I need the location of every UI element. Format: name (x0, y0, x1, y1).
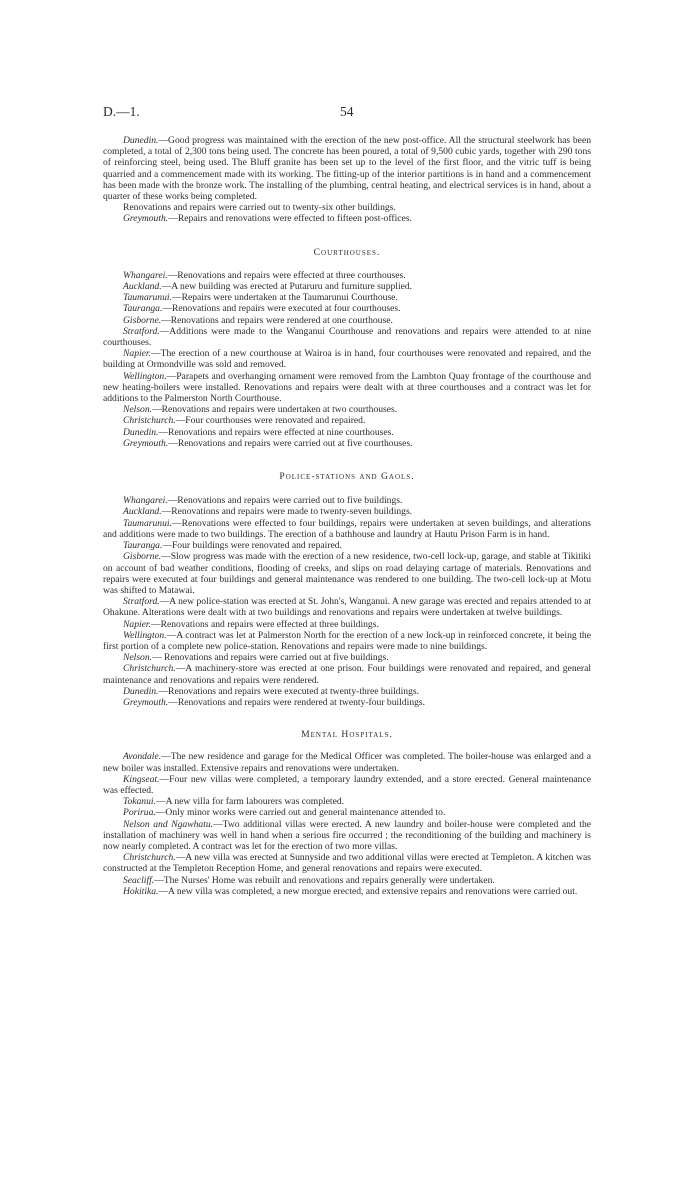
paragraph-item (103, 495, 591, 506)
place-name: Gisborne. (123, 314, 162, 326)
place-name: Christchurch. (123, 663, 176, 675)
place-name: Tokanui. (123, 796, 156, 808)
place-name: Greymouth. (123, 437, 169, 449)
paragraph-text: —Renovations and repairs were effected at nine courthouses. (158, 426, 394, 438)
place-name: Napier. (123, 618, 151, 630)
paragraph-item (103, 886, 591, 897)
paragraph-item (103, 404, 591, 415)
paragraph-text: —Renovations and repairs were undertaken at two courthouses. (152, 404, 398, 416)
place-name: Dunedin. (123, 685, 159, 697)
document-reference: D.—1. (103, 104, 140, 119)
paragraph-item (103, 807, 591, 818)
paragraph-item (103, 663, 591, 685)
paragraph-item (103, 686, 591, 697)
place-name: Seacliff. (123, 874, 155, 886)
place-name: Whangarei. (123, 269, 168, 281)
place-name: Auckland. (123, 281, 162, 293)
paragraph-text: —The Nurses' Home was rebuilt and renovations and repairs generally were undertaken. (154, 874, 495, 886)
paragraph-text: —Renovations and repairs were rendered at twenty-four buildings. (168, 696, 426, 708)
paragraph-text: —Renovations and repairs were carried out at five courthouses. (168, 437, 413, 449)
place-name: Porirua. (123, 807, 156, 819)
paragraph-text: —A new villa was erected at Sunnyside and two additional villas were erected at Templeton. A kitchen was constructed at the Templeton Reception Home, and general renovations and repairs were executed. (103, 852, 591, 875)
section-heading-courthouses: Courthouses. (313, 246, 381, 258)
paragraph-text: —Four courthouses were renovated and repaired. (175, 415, 366, 427)
paragraph-item (103, 270, 591, 281)
police-section (103, 471, 591, 708)
place-name: Taumarunui. (123, 292, 172, 304)
paragraph-item (103, 751, 591, 773)
paragraph-item (103, 540, 591, 551)
paragraph-text: —Parapets and overhanging ornament were removed from the Lambton Quay frontage of the courthouse and new heating-boilers were installed. Renovations and repairs were dealt with at three courthouses and a contract was let for additions to the Palmerston North Courthouse. (103, 370, 591, 405)
place-name: Wellington. (123, 629, 167, 641)
paragraph-item (103, 819, 591, 853)
paragraph-item (103, 697, 591, 708)
paragraph-text: —A new villa for farm labourers was completed. (155, 796, 345, 808)
paragraph-text: —A new villa was completed, a new morgue erected, and extensive repairs and renovations were carried out. (158, 885, 578, 897)
paragraph-text: —Renovations and repairs were effected at three buildings. (150, 618, 379, 630)
paragraph-text: —Only minor works were carried out and general maintenance attended to. (155, 807, 446, 819)
place-name: Nelson. (123, 652, 153, 664)
place-name: Nelson and Ngawhatu. (123, 818, 214, 830)
paragraph-renovations: Renovations and repairs were carried out to twenty-six other buildings. (123, 202, 396, 214)
place-name: Christchurch. (123, 852, 176, 864)
paragraph-item (103, 796, 591, 807)
paragraph-item (103, 438, 591, 449)
paragraph-text: —Four buildings were renovated and repaired. (162, 540, 342, 552)
paragraph-greymouth-post-office: Greymouth.—Repairs and renovations were effected to fifteen post-offices. (123, 213, 412, 225)
paragraph-item (103, 292, 591, 303)
paragraph-item (103, 427, 591, 438)
paragraph-text: —Renovations and repairs were rendered at one courthouse. (161, 314, 393, 326)
place-name: Dunedin. (123, 426, 159, 438)
place-name: Whangarei. (123, 495, 168, 507)
police-list (103, 495, 591, 708)
paragraph-item (103, 852, 591, 874)
paragraph-item (103, 326, 591, 348)
paragraph-text: —Repairs were undertaken at the Taumarunui Courthouse. (171, 292, 398, 304)
paragraph-text: —Renovations were effected to four buildings, repairs were undertaken at seven buildings, and alterations and additions were made to two buildings. The erection of a bathhouse and laundry at Hautu Prison Farm is in hand. (103, 517, 591, 540)
paragraph-text: —A new police-station was erected at St. John's, Wanganui. A new garage was erected and repairs attended to at Ohakune. Alterations were dealt with at two buildings and renovations and repairs were undertaken at twelve buildings. (103, 596, 591, 619)
paragraph-text: — Renovations and repairs were carried out at five buildings. (152, 652, 389, 664)
place-name: Gisborne. (123, 551, 162, 563)
courthouses-list (103, 270, 591, 449)
paragraph-text: —Renovations and repairs were carried out to five buildings. (167, 495, 403, 507)
paragraph-text: —A machinery-store was erected at one prison. Four buildings were renovated and repaired, and general maintenance and renovations and repairs were rendered. (103, 663, 591, 686)
paragraph-dunedin-post-office: Dunedin.—Good progress was maintained with the erection of the new post-office. All the structural steelwork has been completed, a total of 2,300 tons being used. The concrete has been poured, a total of 9,500 cubic yards, together with 290 tons of reinforcing steel, being used. The Bluff granite has been set up to the level of the first floor, and the vitric tuff is being quarried and a commencement made with its working. The fitting-up of the interior partitions is in hand and a commencement has been made with the bronze work. The installing of the plumbing, central heating, and electrical services is in hand, about a quarter of these works being completed. (103, 135, 591, 203)
paragraph-text: —Renovations and repairs were made to twenty-seven buildings. (161, 506, 413, 518)
paragraph-text: —Renovations and repairs were executed at four courthouses. (162, 303, 401, 315)
place-name: Napier. (123, 348, 151, 360)
paragraph-text: —Additions were made to the Wanganui Courthouse and renovations and repairs were attended to at nine courthouses. (103, 325, 591, 349)
place-name: Taumarunui. (123, 517, 172, 529)
paragraph-text: —Two additional villas were erected. A new laundry and boiler-house were completed and the installation of machinery was well in hand when a serious fire occurred ; the reconditioning of the building and machinery is now nearly completed. A contract was let for the erection of two more villas. (103, 818, 591, 852)
courthouses-section (103, 247, 591, 449)
paragraph-text: —The new residence and garage for the Medical Officer was completed. The boiler-house was enlarged and a new boiler was installed. Extensive repairs and renovations were undertaken. (103, 751, 591, 774)
paragraph-item (103, 303, 591, 314)
paragraph-item (103, 652, 591, 663)
paragraph-item (103, 348, 591, 370)
place-name: Auckland. (123, 506, 162, 518)
paragraph-item (103, 875, 591, 886)
document-body (103, 135, 591, 897)
paragraph-item (103, 630, 591, 652)
mental-hospitals-list (103, 751, 591, 897)
place-name: Tauranga. (123, 540, 163, 552)
page-number: 54 (340, 104, 354, 119)
post-offices-section (103, 135, 591, 225)
paragraph-text: —Renovations and repairs were executed at twenty-three buildings. (158, 685, 419, 697)
section-heading-police: Police-stations and Gaols. (279, 471, 415, 483)
paragraph-text: —A new building was erected at Putaruru and furniture supplied. (161, 281, 413, 293)
paragraph-item (103, 415, 591, 426)
paragraph-text: —Slow progress was made with the erection of a new residence, two-cell lock-up, garage, and stable at Tikitiki on account of bad weather conditions, flooding of creeks, and slips on road delaying cartage of materials. Renovations and repairs were executed at four buildings and general maintenance was rendered to one building. The two-cell lock-up at Motu was shifted to Matawai. (103, 551, 591, 596)
section-heading-mental-hospitals: Mental Hospitals. (301, 729, 393, 741)
place-name: Avondale. (123, 751, 162, 763)
place-name: Greymouth. (123, 696, 169, 708)
place-name: Hokitika. (123, 885, 159, 897)
paragraph-text: —Renovations and repairs were effected at three courthouses. (167, 269, 406, 281)
place-name: Tauranga. (123, 303, 163, 315)
paragraph-item (103, 774, 591, 796)
paragraph-item (103, 619, 591, 630)
place-name: Stratford. (123, 325, 160, 337)
paragraph-item (103, 371, 591, 405)
paragraph-text: —A contract was let at Palmerston North for the erection of a new lock-up in reinforced concrete, it being the first portion of a complete new police-station. Renovations and repairs were made to nine buildings. (103, 629, 591, 652)
paragraph-item (103, 506, 591, 517)
place-name: Wellington. (123, 370, 167, 382)
paragraph-text: —The erection of a new courthouse at Wairoa is in hand, four courthouses were renovated and repaired, and the building at Ormondville was sold and removed. (103, 348, 591, 371)
mental-hospitals-section (103, 729, 591, 897)
place-name: Kingseat. (123, 773, 160, 785)
place-name: Stratford. (123, 596, 160, 608)
place-name: Christchurch. (123, 415, 176, 427)
paragraph-item (103, 281, 591, 292)
paragraph-item (103, 596, 591, 618)
paragraph-text: —Four new villas were completed, a temporary laundry extended, and a store erected. General maintenance was effected. (103, 773, 591, 796)
paragraph-item (103, 518, 591, 540)
place-name: Nelson. (123, 404, 153, 416)
paragraph-item (103, 551, 591, 596)
paragraph-item (103, 315, 591, 326)
